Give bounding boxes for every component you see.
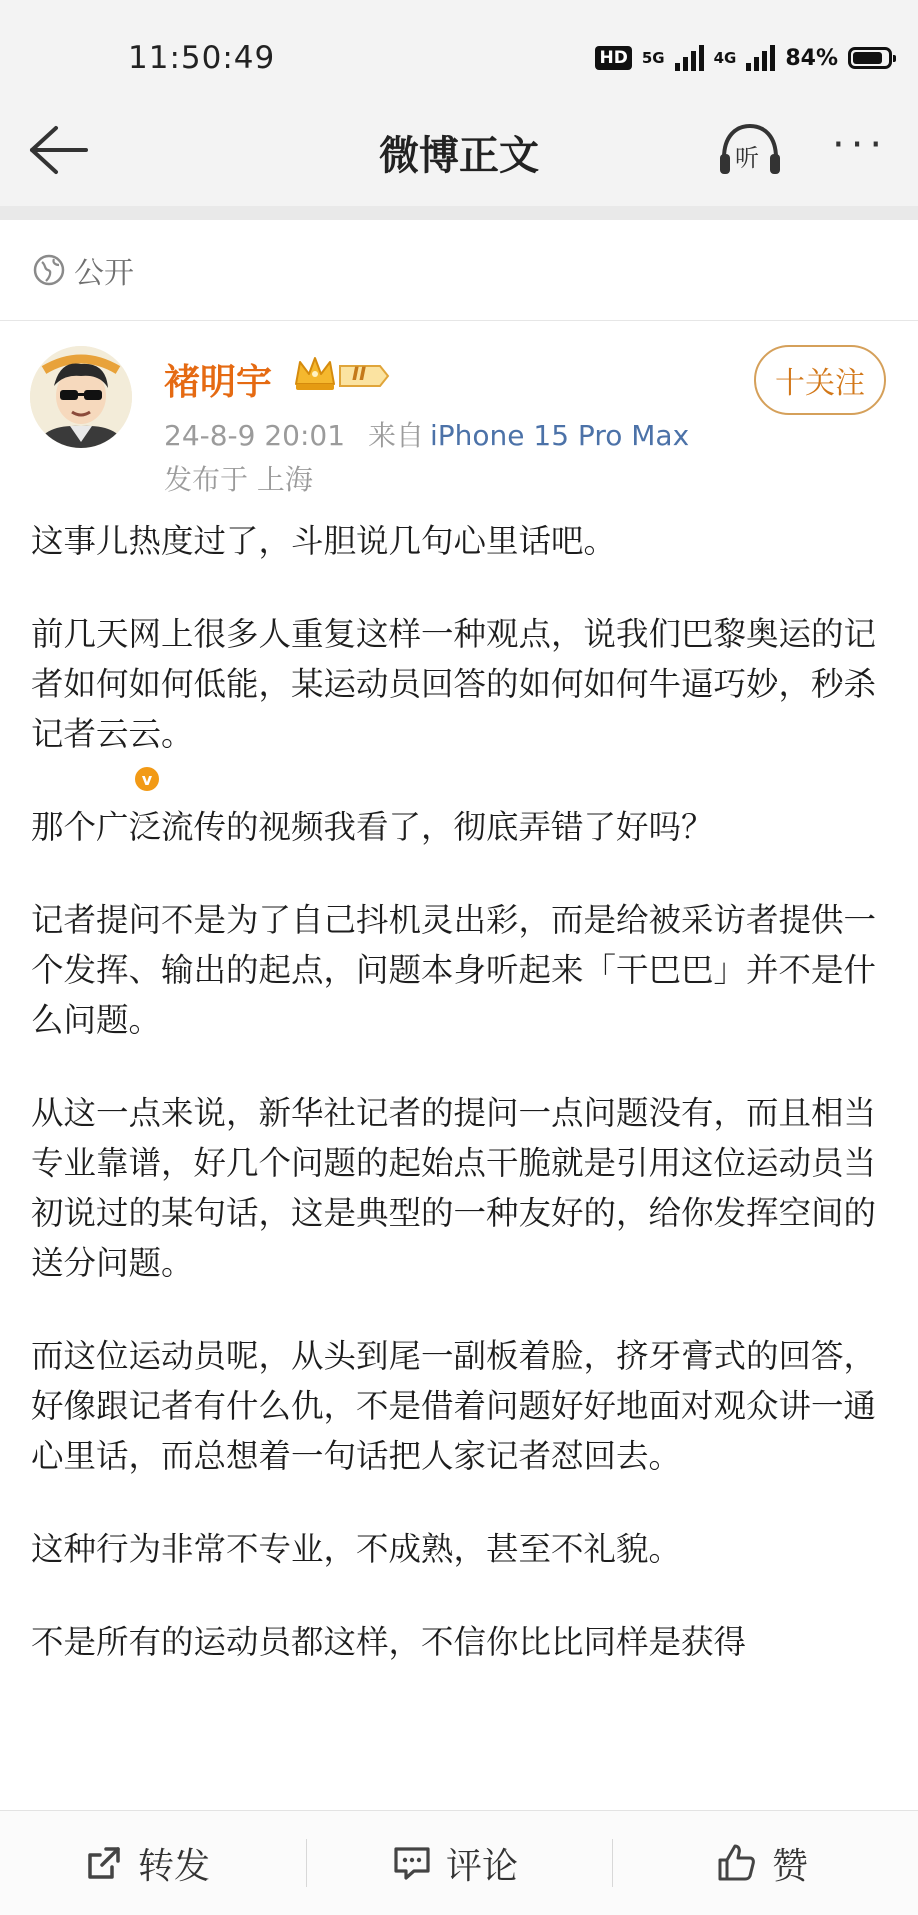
crown-icon bbox=[292, 352, 338, 394]
comment-icon bbox=[392, 1843, 432, 1883]
post-time: 24-8-9 20:01 bbox=[164, 419, 346, 452]
post-content bbox=[31, 516, 891, 1710]
post-meta bbox=[164, 414, 689, 454]
post-location: 发布于 上海 bbox=[164, 463, 313, 496]
listen-label: 听 bbox=[735, 144, 759, 172]
vip-level-badge bbox=[338, 362, 390, 390]
network-4g-label: 4G bbox=[713, 48, 737, 67]
visibility-label: 公开 bbox=[74, 256, 134, 291]
comment-button[interactable] bbox=[392, 1811, 518, 1915]
author-name[interactable]: 褚明宇 bbox=[164, 362, 273, 403]
status-bar bbox=[0, 0, 918, 96]
section-divider bbox=[0, 320, 918, 321]
paragraph: 从这一点来说，新华社记者的提问一点问题没有，而且相当专业靠谱，好几个问题的起始点干脆就是引用这位运动员当初说过的某句话，这是典型的一种友好的，给你发挥空间的送分问题。 bbox=[31, 1094, 877, 1282]
follow-button[interactable]: 十关注 bbox=[754, 345, 886, 415]
hd-badge: HD bbox=[595, 46, 631, 70]
header-divider bbox=[0, 206, 918, 220]
avatar[interactable] bbox=[30, 346, 153, 789]
battery-icon bbox=[848, 47, 892, 69]
nav-bar bbox=[0, 96, 918, 206]
status-indicators bbox=[595, 42, 892, 74]
bottom-toolbar bbox=[0, 1810, 918, 1915]
paragraph: 记者提问不是为了自己抖机灵出彩，而是给被采访者提供一个发挥、输出的起点，问题本身听起来「干巴巴」并不是什么问题。 bbox=[31, 901, 877, 1039]
signal-bars-icon bbox=[675, 45, 704, 71]
avatar-image bbox=[30, 346, 132, 448]
repost-button[interactable] bbox=[84, 1811, 210, 1915]
more-options-button[interactable]: ··· bbox=[832, 122, 889, 168]
like-label: 赞 bbox=[772, 1845, 809, 1887]
toolbar-divider bbox=[612, 1839, 613, 1887]
vip-level-label: II bbox=[352, 363, 367, 385]
battery-fill bbox=[853, 52, 882, 64]
signal-bars-icon-2 bbox=[746, 45, 775, 71]
device-source-link[interactable]: iPhone 15 Pro Max bbox=[429, 419, 690, 452]
network-5g-label: 5G bbox=[641, 48, 665, 67]
like-button[interactable] bbox=[716, 1811, 808, 1915]
paragraph: 这种行为非常不专业，不成熟，甚至不礼貌。 bbox=[31, 1530, 682, 1568]
paragraph: 而这位运动员呢，从头到尾一副板着脸，挤牙膏式的回答，好像跟记者有什么仇，不是借着问题好好地面对观众讲一通心里话，而总想着一句话把人家记者怼回去。 bbox=[31, 1337, 877, 1475]
paragraph: 不是所有的运动员都这样，不信你比比同样是获得 bbox=[31, 1623, 747, 1661]
repost-label: 转发 bbox=[138, 1845, 211, 1887]
comment-label: 评论 bbox=[446, 1845, 519, 1887]
repost-icon bbox=[84, 1843, 124, 1883]
battery-percent: 84% bbox=[785, 45, 838, 71]
source-prefix: 来自 bbox=[367, 419, 424, 452]
paragraph: 这事儿热度过了，斗胆说几句心里话吧。 bbox=[31, 522, 617, 560]
paragraph: 前几天网上很多人重复这样一种观点，说我们巴黎奥运的记者如何如何低能，某运动员回答的如何如何牛逼巧妙，秒杀记者云云。 bbox=[31, 615, 877, 753]
page-title: 微博正文 bbox=[379, 133, 539, 179]
globe-icon bbox=[32, 253, 66, 287]
verified-badge-icon: v bbox=[132, 764, 162, 794]
paragraph: 那个广泛流传的视频我看了，彻底弄错了好吗？ bbox=[31, 808, 714, 846]
visibility-row bbox=[32, 250, 134, 290]
thumbs-up-icon bbox=[716, 1842, 758, 1884]
listen-button[interactable] bbox=[716, 120, 784, 180]
toolbar-divider bbox=[306, 1839, 307, 1887]
status-time: 11:50:49 bbox=[128, 40, 276, 76]
